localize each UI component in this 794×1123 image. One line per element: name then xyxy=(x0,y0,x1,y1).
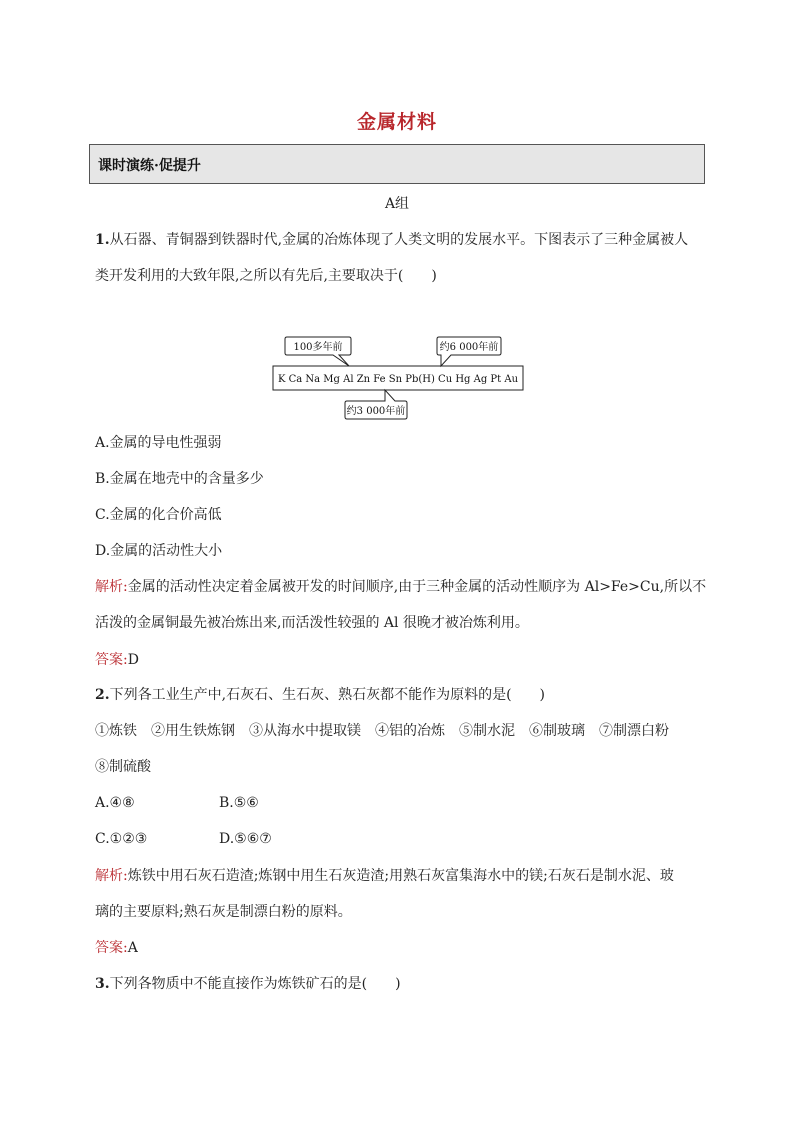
q2-analysis-label: 解析: xyxy=(95,868,128,884)
q1-stem-text1: 从石器、青铜器到铁器时代,金属的冶炼体现了人类文明的发展水平。下图表示了三种金属被人 xyxy=(109,232,689,248)
q1-analysis-line1 xyxy=(95,577,706,597)
q1-answer-label: 答案: xyxy=(95,652,128,668)
q1-option-a: A.金属的导电性强弱 xyxy=(95,435,222,451)
callout-right-text: 约6 000年前 xyxy=(439,342,499,353)
q2-answer-label: 答案: xyxy=(95,940,128,956)
section-label: 课时演练·促提升 xyxy=(98,158,201,174)
q2-analysis-text1: 炼铁中用石灰石造渣;炼钢中用生石灰造渣;用熟石灰富集海水中的镁;石灰石是制水泥、玻 xyxy=(127,868,674,884)
q3-stem-text: 下列各物质中不能直接作为炼铁矿石的是( ) xyxy=(109,976,401,992)
q2-number: 2. xyxy=(95,687,110,703)
q1-analysis-line2: 活泼的金属铜最先被冶炼出来,而活泼性较强的 Al 很晚才被冶炼利用。 xyxy=(95,615,529,631)
callout-left-text: 100多年前 xyxy=(293,342,343,353)
q1-option-c: C.金属的化合价高低 xyxy=(95,507,222,523)
metal-activity-svg xyxy=(273,334,527,424)
q1-stem-line1 xyxy=(95,230,688,250)
q2-analysis-line1 xyxy=(95,866,674,886)
metal-activity-diagram xyxy=(273,334,527,424)
metal-series-text: K Ca Na Mg Al Zn Fe Sn Pb(H) Cu Hg Ag Pt Au xyxy=(277,374,519,385)
q3-number: 3. xyxy=(95,976,110,992)
q2-option-a: A.④⑧ xyxy=(95,795,135,811)
callout-bottom-text: 约3 000年前 xyxy=(346,406,406,417)
section-banner xyxy=(89,144,705,184)
q1-option-d: D.金属的活动性大小 xyxy=(95,543,223,559)
q2-option-b: B.⑤⑥ xyxy=(219,795,259,811)
q2-items-line2: ⑧制硫酸 xyxy=(95,759,151,775)
group-title: A组 xyxy=(384,196,410,212)
q2-option-c: C.①②③ xyxy=(95,831,148,847)
q1-analysis-text1: 金属的活动性决定着金属被开发的时间顺序,由于三种金属的活动性顺序为 Al>Fe>Cu,所以不 xyxy=(127,579,707,595)
q1-answer xyxy=(95,650,139,670)
q1-stem-line2: 类开发利用的大致年限,之所以有先后,主要取决于( ) xyxy=(95,268,437,284)
q2-stem xyxy=(95,685,545,705)
q1-number: 1. xyxy=(95,232,110,248)
q2-analysis-line2: 璃的主要原料;熟石灰是制漂白粉的原料。 xyxy=(95,904,352,920)
q1-analysis-label: 解析: xyxy=(95,579,128,595)
q2-items-line1: ①炼铁 ②用生铁炼钢 ③从海水中提取镁 ④铝的冶炼 ⑤制水泥 ⑥制玻璃 ⑦制漂白粉 xyxy=(95,723,669,739)
q2-answer-value: A xyxy=(127,940,138,956)
q2-option-d: D.⑤⑥⑦ xyxy=(219,831,272,847)
q2-options-row1 xyxy=(95,793,259,813)
q2-options-row2 xyxy=(95,829,272,849)
q1-option-b: B.金属在地壳中的含量多少 xyxy=(95,471,264,487)
q1-answer-value: D xyxy=(127,652,139,668)
q2-answer xyxy=(95,938,138,958)
page-title: 金属材料 xyxy=(356,111,437,133)
q2-stem-text: 下列各工业生产中,石灰石、生石灰、熟石灰都不能作为原料的是( ) xyxy=(109,687,545,703)
q3-stem xyxy=(95,974,401,994)
